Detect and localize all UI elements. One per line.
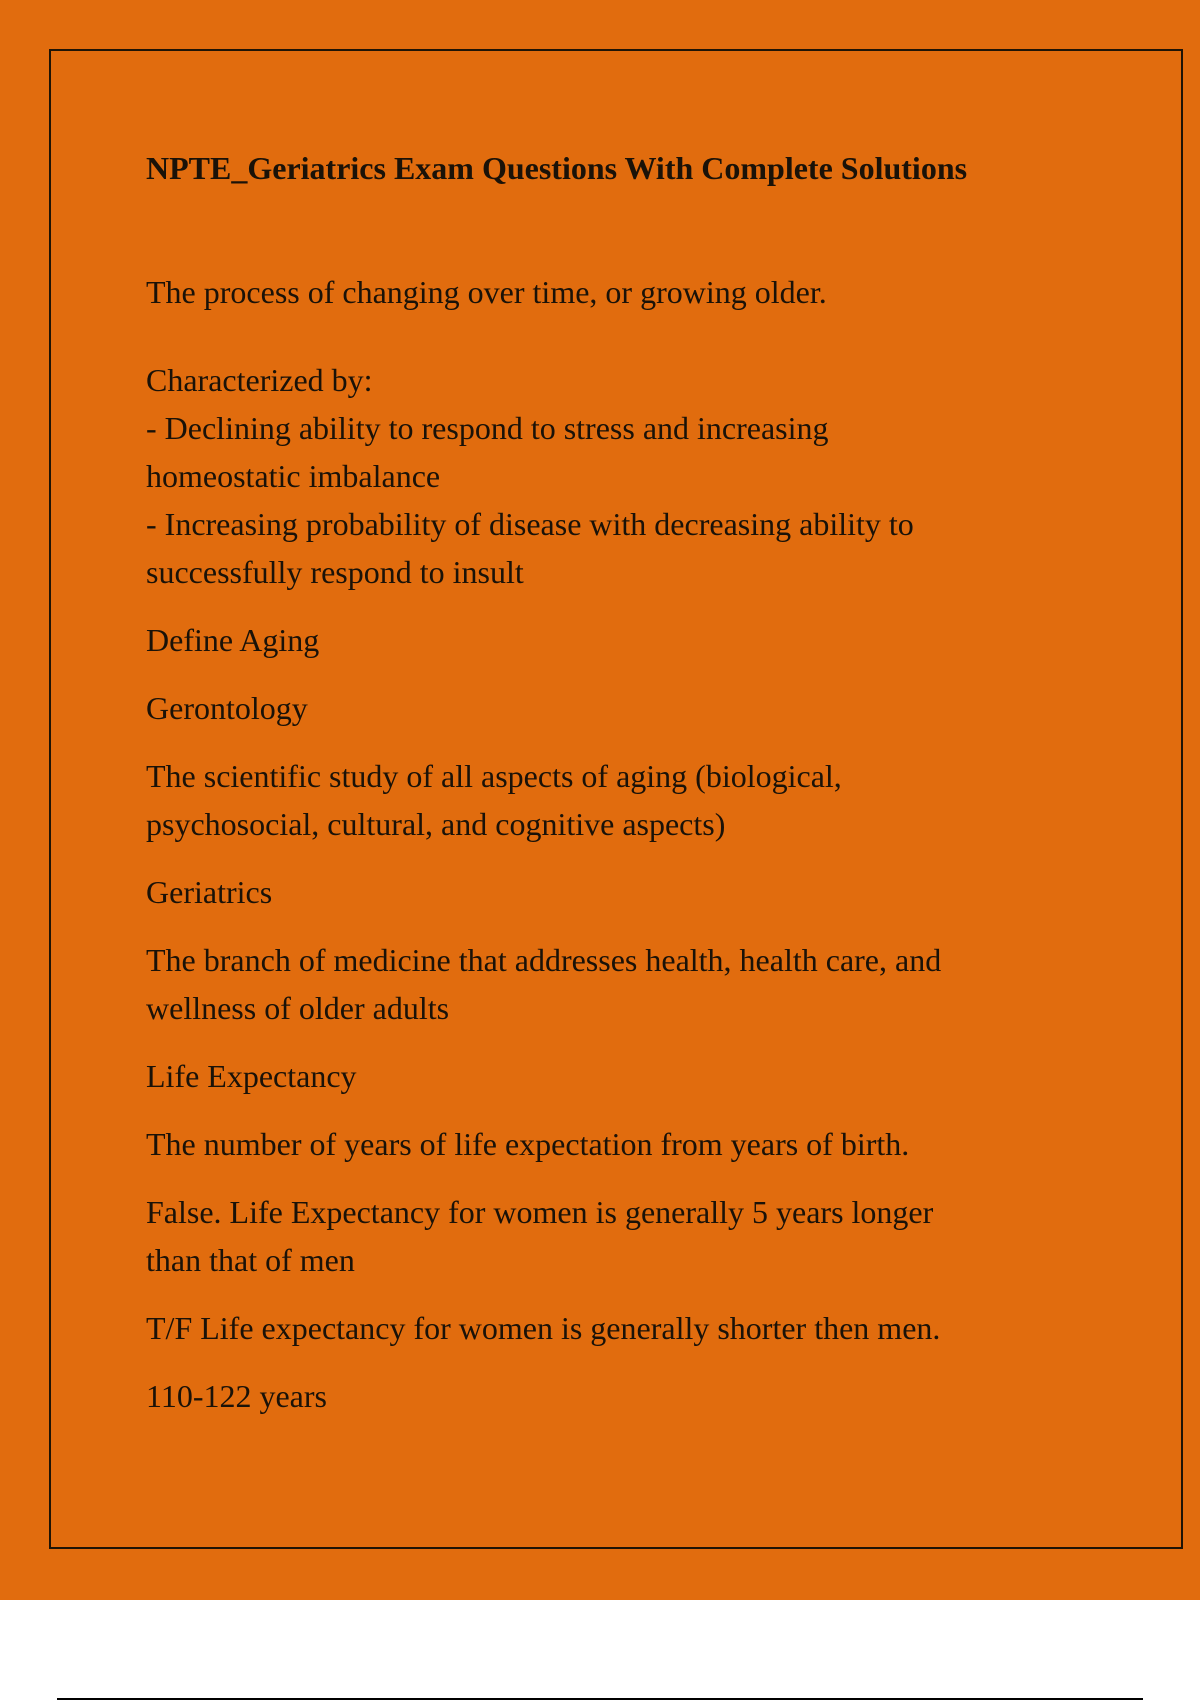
text-line: Gerontology bbox=[146, 690, 308, 726]
text-line: homeostatic imbalance bbox=[146, 458, 441, 494]
text-line: Life Expectancy bbox=[146, 1058, 357, 1094]
text-line: False. Life Expectancy for women is generally 5 years longer bbox=[146, 1194, 934, 1230]
entry-term bbox=[146, 1052, 1106, 1100]
entry-term bbox=[146, 684, 1106, 732]
text-line: The number of years of life expectation from years of birth. bbox=[146, 1126, 910, 1162]
text-line: Define Aging bbox=[146, 622, 320, 658]
text-line: than that of men bbox=[146, 1242, 355, 1278]
text-line: Characterized by: bbox=[146, 362, 373, 398]
text-line: T/F Life expectancy for women is generally shorter then men. bbox=[146, 1310, 941, 1346]
text-line: successfully respond to insult bbox=[146, 554, 524, 590]
entry-definition bbox=[146, 1120, 1106, 1168]
text-line: Geriatrics bbox=[146, 874, 273, 910]
text-line: wellness of older adults bbox=[146, 990, 450, 1026]
document-content bbox=[146, 140, 1106, 1440]
text-line: 110-122 years bbox=[146, 1378, 327, 1414]
text-line: The process of changing over time, or growing older. bbox=[146, 274, 827, 310]
entry-definition-aging bbox=[146, 268, 1106, 316]
entry-term bbox=[146, 868, 1106, 916]
entry-answer bbox=[146, 1372, 1106, 1420]
entry-term bbox=[146, 616, 1106, 664]
text-line: The branch of medicine that addresses health, health care, and bbox=[146, 942, 942, 978]
entry-definition bbox=[146, 752, 1106, 848]
entry-characterized-by bbox=[146, 356, 1106, 596]
text-line: psychosocial, cultural, and cognitive aspects) bbox=[146, 806, 726, 842]
text-line: The scientific study of all aspects of aging (biological, bbox=[146, 758, 842, 794]
document-title: NPTE_Geriatrics Exam Questions With Complete Solutions bbox=[146, 150, 968, 186]
entry-answer bbox=[146, 1188, 1106, 1284]
entry-definition bbox=[146, 936, 1106, 1032]
entry-question bbox=[146, 1304, 1106, 1352]
text-line: - Increasing probability of disease with decreasing ability to bbox=[146, 506, 914, 542]
text-line: - Declining ability to respond to stress and increasing bbox=[146, 410, 829, 446]
